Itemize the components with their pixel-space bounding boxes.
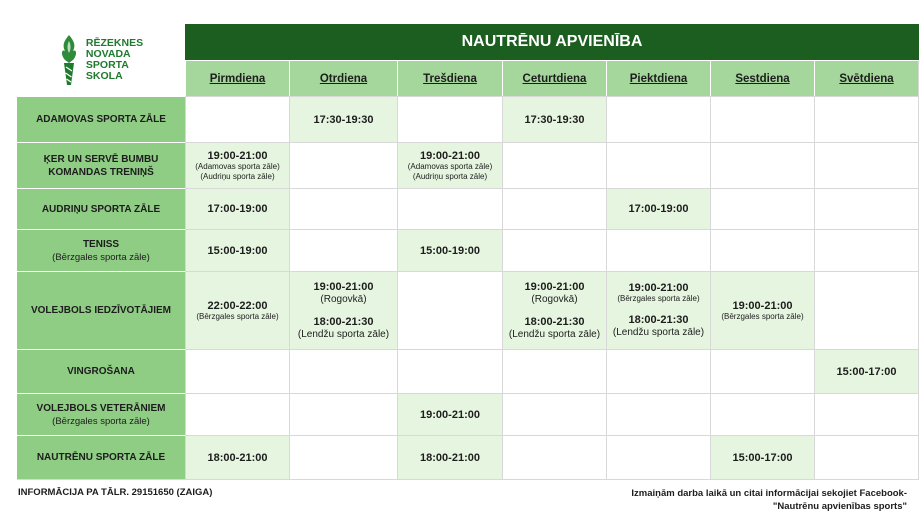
activity-label (17, 96, 185, 142)
schedule-cell (710, 188, 814, 229)
schedule-cell (606, 229, 710, 271)
venue-note: (Audriņu sporta zāle) (200, 171, 275, 181)
day-header: Trešdiena (397, 60, 502, 96)
venue-note: (Adamovas sporta zāle) (407, 161, 493, 171)
day-header: Sestdiena (710, 60, 814, 96)
schedule-cell (185, 435, 289, 480)
venue-note: (Bērzgales sporta zāle) (617, 294, 700, 303)
activity-label (17, 349, 185, 393)
schedule-cell (185, 271, 289, 349)
time-slot: 15:00-17:00 (836, 365, 897, 378)
schedule-cell (289, 188, 397, 229)
schedule-cell (397, 96, 502, 142)
activity-name: ADAMOVAS SPORTA ZĀLE (36, 114, 166, 125)
time-slot: 18:00-21:30 (628, 314, 689, 326)
schedule-cell (710, 229, 814, 271)
activity-location: (Bērzgales sporta zāle) (52, 251, 150, 263)
venue-note: (Lendžu sporta zāle) (508, 328, 601, 340)
schedule-cell (502, 96, 606, 142)
schedule-cell (814, 271, 919, 349)
activity-label (17, 393, 185, 435)
activity-name: VOLEJBOLS IEDZĪVOTĀJIEM (30, 305, 172, 316)
torch-logo-icon (58, 33, 80, 87)
day-header: Otrdiena (289, 60, 397, 96)
schedule-cell (606, 271, 710, 349)
time-slot: 17:30-19:30 (313, 113, 374, 126)
schedule-cell (814, 96, 919, 142)
activity-name: VINGROŠANA (67, 366, 135, 377)
time-slot: 18:00-21:00 (207, 451, 268, 464)
schedule-cell (710, 349, 814, 393)
time-slot: 18:00-21:30 (524, 315, 585, 328)
venue-note: (Rogovkā) (531, 293, 578, 305)
venue-note: (Bērzgales sporta zāle) (196, 311, 279, 321)
activity-label (17, 229, 185, 271)
schedule-cell (185, 188, 289, 229)
time-slot: 22:00-22:00 (207, 299, 268, 312)
schedule-cell (502, 229, 606, 271)
schedule-cell (289, 96, 397, 142)
day-header: Piektdiena (606, 60, 710, 96)
schedule-cell (397, 349, 502, 393)
schedule-table (17, 24, 919, 484)
venue-note: (Rogovkā) (320, 293, 367, 305)
schedule-cell (397, 393, 502, 435)
schedule-cell (606, 96, 710, 142)
time-slot: 19:00-21:00 (732, 299, 793, 312)
facebook-info (631, 487, 907, 513)
facebook-page-name: "Nautrēnu apvienības sports" (772, 501, 907, 512)
activity-label (17, 188, 185, 229)
schedule-cell (606, 188, 710, 229)
schedule-cell (397, 271, 502, 349)
day-header: Ceturtdiena (502, 60, 606, 96)
schedule-cell (606, 142, 710, 188)
schedule-cell (289, 393, 397, 435)
activity-label (17, 142, 185, 188)
schedule-cell (710, 435, 814, 480)
schedule-cell (397, 142, 502, 188)
time-slot: 15:00-19:00 (420, 244, 480, 257)
schedule-cell (502, 142, 606, 188)
time-slot: 15:00-19:00 (207, 244, 268, 257)
time-slot: 17:00-19:00 (628, 203, 689, 215)
logo-line: SKOLA (85, 70, 123, 82)
schedule-cell (606, 393, 710, 435)
schedule-cell (289, 435, 397, 480)
time-slot: 19:00-21:00 (207, 149, 268, 162)
facebook-info-line: Izmaiņām darba laikā un citai informācijai sekojiet Facebook- (631, 488, 907, 499)
schedule-cell (289, 142, 397, 188)
schedule-cell (814, 435, 919, 480)
venue-note: (Bērzgales sporta zāle) (721, 311, 804, 321)
schedule-cell (185, 229, 289, 271)
venue-note: (Lendžu sporta zāle) (612, 327, 705, 338)
schedule-cell (814, 393, 919, 435)
schedule-cell (397, 435, 502, 480)
page-title: NAUTRĒNU APVIENĪBA (185, 24, 919, 60)
schedule-cell (185, 393, 289, 435)
schedule-cell (710, 393, 814, 435)
time-slot: 19:00-21:00 (628, 282, 689, 294)
school-logo (17, 24, 185, 96)
schedule-cell (502, 349, 606, 393)
schedule-cell (502, 435, 606, 480)
schedule-cell (502, 271, 606, 349)
logo-line: RĒZEKNES (85, 37, 144, 49)
schedule-cell (502, 393, 606, 435)
schedule-cell (185, 96, 289, 142)
contact-info: INFORMĀCIJA PA TĀLR. 29151650 (ZAIGA) (18, 487, 213, 498)
activity-name: ĶER UN SERVĒ BUMBU KOMANDAS TRENIŅŠ (43, 153, 159, 178)
day-header: Pirmdiena (185, 60, 289, 96)
schedule-cell (814, 229, 919, 271)
activity-label (17, 271, 185, 349)
time-slot: 18:00-21:00 (420, 451, 480, 464)
activity-name: AUDRIŅU SPORTA ZĀLE (41, 203, 161, 215)
schedule-cell (397, 188, 502, 229)
schedule-cell (289, 349, 397, 393)
schedule-cell (814, 349, 919, 393)
schedule-cell (606, 349, 710, 393)
schedule-cell (185, 349, 289, 393)
schedule-cell (710, 96, 814, 142)
logo-line: SPORTA (85, 59, 129, 71)
venue-note: (Lendžu sporta zāle) (297, 328, 390, 340)
day-header: Svētdiena (814, 60, 919, 96)
schedule-cell (814, 188, 919, 229)
time-slot: 17:00-19:00 (207, 203, 268, 215)
activity-name: VOLEJBOLS VETERĀNIEM (36, 402, 166, 414)
time-slot: 19:00-21:00 (420, 149, 480, 162)
time-slot: 18:00-21:30 (313, 315, 374, 328)
logo-line: NOVADA (85, 48, 131, 60)
schedule-cell (185, 142, 289, 188)
activity-name: TENISS (82, 238, 120, 250)
time-slot: 17:30-19:30 (524, 113, 585, 126)
schedule-cell (289, 271, 397, 349)
schedule-cell (289, 229, 397, 271)
activity-label (17, 435, 185, 480)
schedule-cell (814, 142, 919, 188)
schedule-cell (606, 435, 710, 480)
schedule-cell (397, 229, 502, 271)
time-slot: 15:00-17:00 (732, 451, 793, 464)
time-slot: 19:00-21:00 (420, 408, 480, 421)
venue-note: (Audriņu sporta zāle) (412, 171, 488, 181)
schedule-cell (502, 188, 606, 229)
venue-note: (Adamovas sporta zāle) (195, 161, 280, 171)
schedule-cell (710, 142, 814, 188)
activity-name: NAUTRĒNU SPORTA ZĀLE (36, 452, 166, 463)
schedule-cell (710, 271, 814, 349)
time-slot: 19:00-21:00 (524, 280, 585, 293)
activity-location: (Bērzgales sporta zāle) (52, 415, 150, 427)
time-slot: 19:00-21:00 (313, 280, 374, 293)
